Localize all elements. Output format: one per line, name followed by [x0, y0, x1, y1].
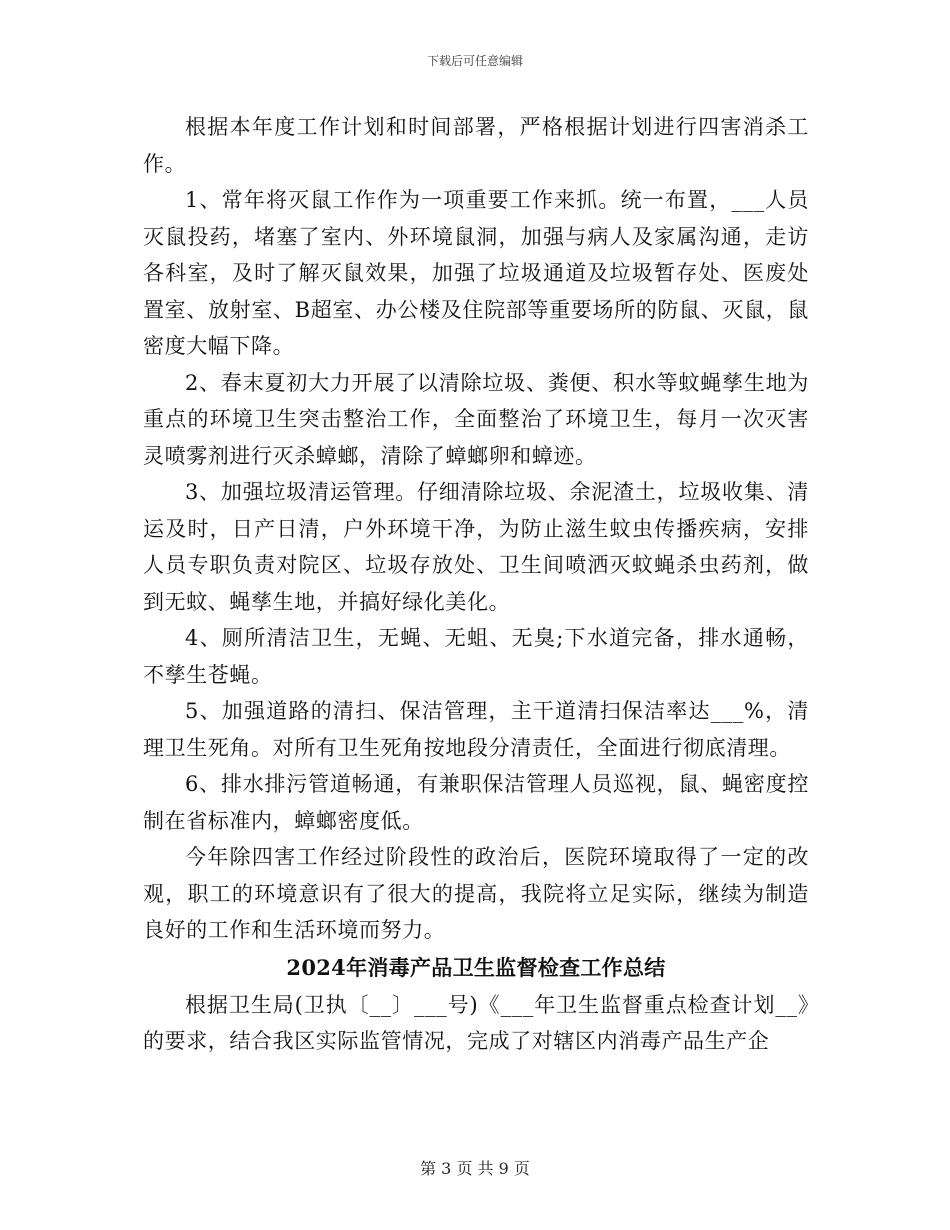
page-header-note: 下载后可任意编辑	[426, 54, 523, 68]
conclusion-paragraph: 今年除四害工作经过阶段性的政治后，医院环境取得了一定的改观，职工的环境意识有了很大的提高，我院将立足实际，继续为制造良好的工作和生活环境而努力。	[143, 845, 809, 942]
item-6-drainage: 6、排水排污管道畅通，有兼职保洁管理人员巡视，鼠、蝇密度控制在省标准内，蟑螂密度低。	[143, 772, 809, 833]
item-3-garbage-management: 3、加强垃圾清运管理。仔细清除垃圾、余泥渣土，垃圾收集、清运及时，日产日清，户外环境干净，为防止滋生蚊虫传播疾病，安排人员专职负责对院区、垃圾存放处、卫生间喷洒灭蚊蝇杀虫药剂，做到无蚊、蝇孳生地，并搞好绿化美化。	[143, 480, 809, 614]
section-title: 2024年消毒产品卫生监督检查工作总结	[286, 954, 666, 980]
item-2-environment-cleanup: 2、春末夏初大力开展了以清除垃圾、粪便、积水等蚊蝇孳生地为重点的环境卫生突击整治工作，全面整治了环境卫生，每月一次灭害灵喷雾剂进行灭杀蟑螂，清除了蟑螂卵和蟑迹。	[143, 370, 809, 468]
page-number: 第 3 页 共 9 页	[420, 1159, 530, 1178]
document-body	[143, 109, 809, 1060]
item-5-road-cleaning: 5、加强道路的清扫、保洁管理，主干道清扫保洁率达___%，清理卫生死角。对所有卫生死角按地段分清责任，全面进行彻底清理。	[143, 699, 809, 760]
item-4-toilet-hygiene: 4、厕所清洁卫生，无蝇、无蛆、无臭;下水道完备，排水通畅，不孳生苍蝇。	[143, 626, 809, 687]
item-1-rodent-control: 1、常年将灭鼠工作作为一项重要工作来抓。统一布置，___人员灭鼠投药，堵塞了室内、外环境鼠洞，加强与病人及家属沟通，走访各科室，及时了解灭鼠效果，加强了垃圾通道及垃圾暂存处、医废处置室、放射室、B超室、办公楼及住院部等重要场所的防鼠、灭鼠，鼠密度大幅下降。	[143, 188, 809, 358]
section-intro-paragraph: 根据卫生局(卫执〔__〕___号)《___年卫生监督重点检查计划__》的要求，结合我区实际监管情况，完成了对辖区内消毒产品生产企	[143, 992, 809, 1053]
intro-paragraph: 根据本年度工作计划和时间部署，严格根据计划进行四害消杀工作。	[143, 115, 809, 176]
